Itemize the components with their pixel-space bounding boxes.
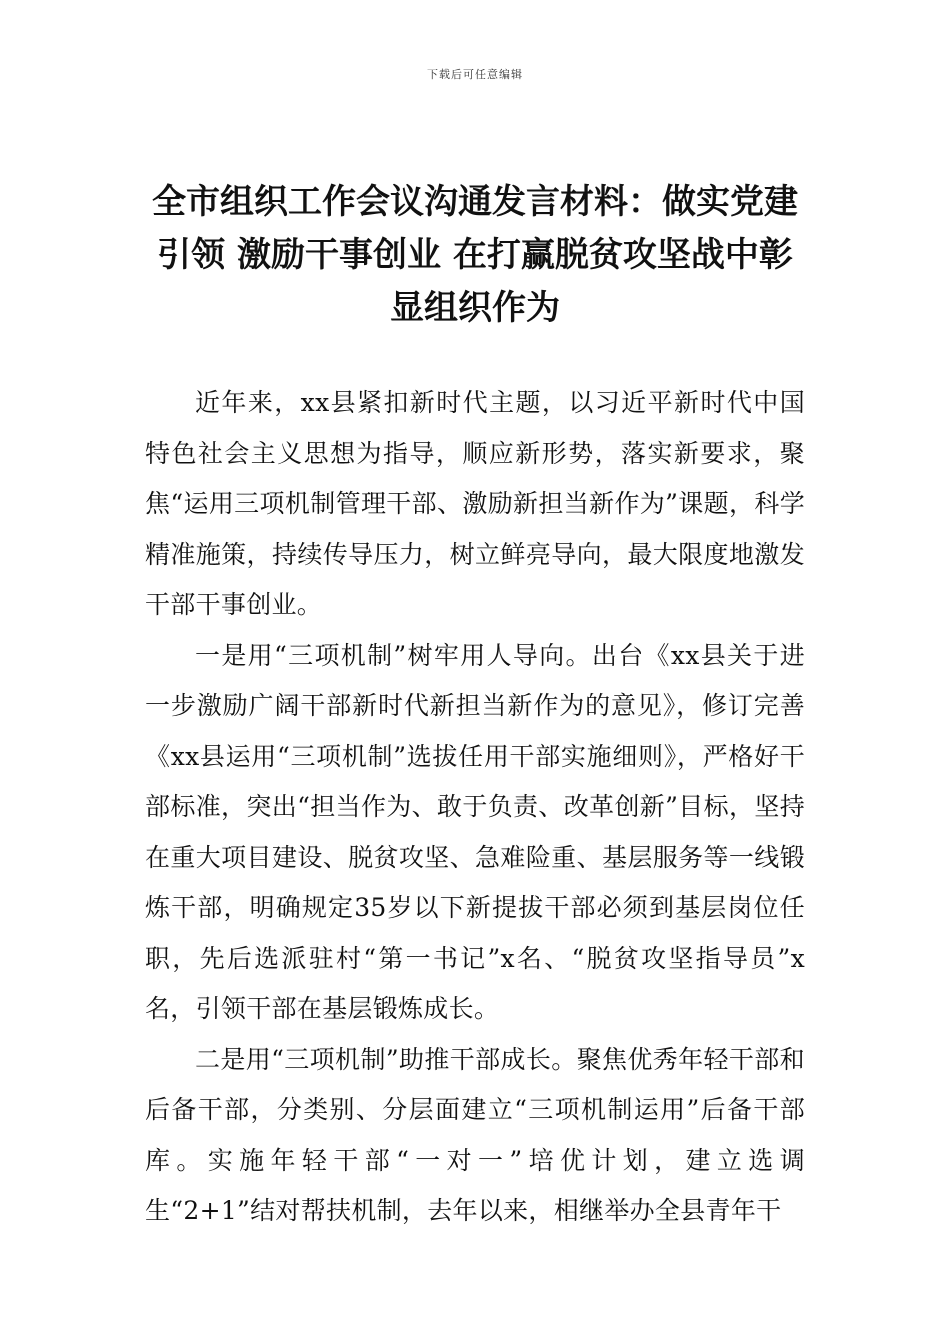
- paragraph-intro: 近年来，xx县紧扣新时代主题，以习近平新时代中国特色社会主义思想为指导，顺应新形势，落实新要求，聚焦“运用三项机制管理干部、激励新担当新作为”课题，科学精准施策，持续传导压力，树立鲜亮导向，最大限度地激发干部干事创业。: [145, 388, 805, 619]
- paragraph-point-two: 二是用“三项机制”助推干部成长。聚焦优秀年轻干部和后备干部，分类别、分层面建立“三项机制运用”后备干部库。实施年轻干部“一对一”培优计划，建立选调生“2+1”结对帮扶机制，去年以来，相继举办全县青年干: [145, 1044, 805, 1225]
- header-note: 下载后可任意编辑: [427, 68, 523, 81]
- document-title: 全市组织工作会议沟通发言材料：做实党建引领 激励干事创业 在打赢脱贫攻坚战中彰显组织作为: [152, 182, 798, 328]
- document-body: [145, 378, 805, 1237]
- paragraph-point-one: 一是用“三项机制”树牢用人导向。出台《xx县关于进一步激励广阔干部新时代新担当新作为的意见》，修订完善《xx县运用“三项机制”选拔任用干部实施细则》，严格好干部标准，突出“担当作为、敢于负责、改革创新”目标，坚持在重大项目建设、脱贫攻坚、急难险重、基层服务等一线锻炼干部，明确规定35岁以下新提拔干部必须到基层岗位任职，先后选派驻村“第一书记”x名、“脱贫攻坚指导员”x名，引领干部在基层锻炼成长。: [145, 640, 805, 1023]
